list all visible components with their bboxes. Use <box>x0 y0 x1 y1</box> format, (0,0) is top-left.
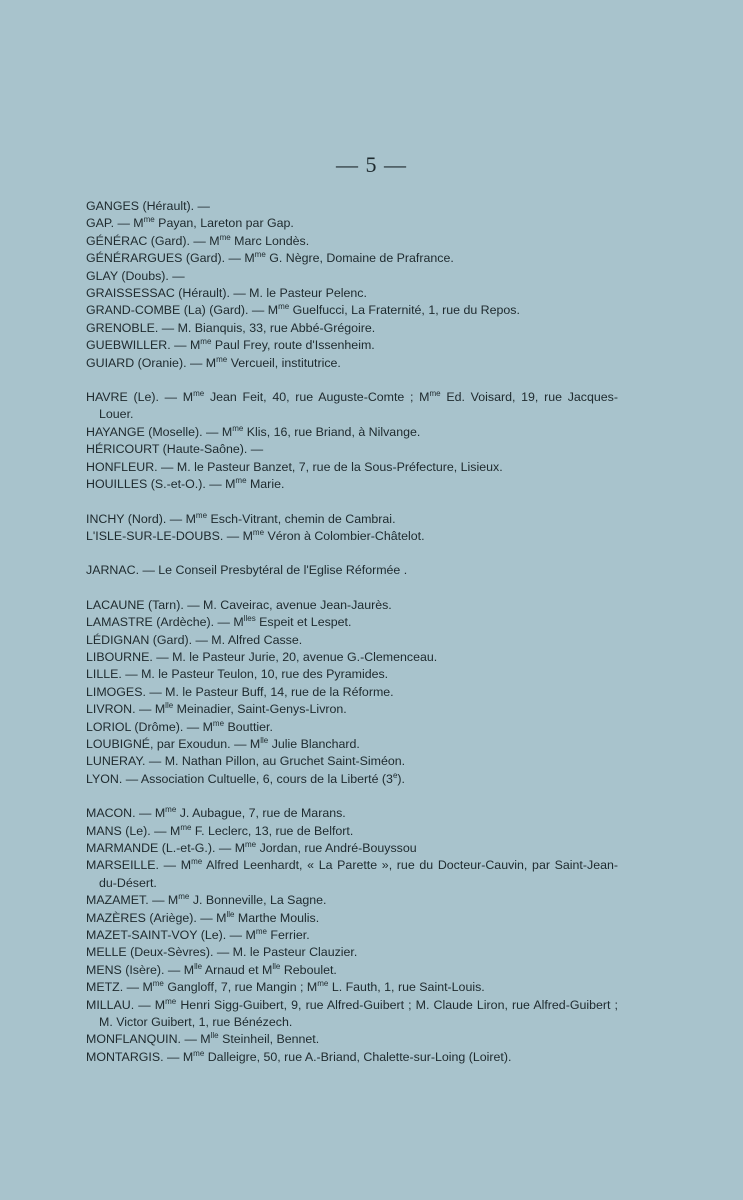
directory-entry: INCHY (Nord). — $M^{me}$ Esch-Vitrant, chemin de Cambrai. <box>86 510 396 526</box>
entry-group <box>86 389 618 493</box>
directory-entry: MONTARGIS. — $M^{me}$ Dalleigre, 50, rue A.-Briand, Chalette-sur-Loing (Loiret). <box>86 1048 512 1064</box>
directory-entry: GAP. — $M^{me}$ Payan, Lareton par Gap. <box>86 215 294 231</box>
directory-entry: GÉNÉRARGUES (Gard). — $M^{me}$ G. Nègre, Domaine de Prafrance. <box>86 250 454 266</box>
directory-entry: HAVRE (Le). — $M^{me}$ Jean Feit, 40, rue Auguste-Comte ; $M^{me}$ Ed. Voisard, 19, rue Jacques-Louer. <box>86 388 618 422</box>
directory-entry: LORIOL (Drôme). — $M^{me}$ Bouttier. <box>86 718 273 734</box>
directory-entry: MANS (Le). — $M^{me}$ F. Leclerc, 13, rue de Belfort. <box>86 822 354 838</box>
directory-entry: LUNERAY. — M. Nathan Pillon, au Gruchet Saint-Siméon. <box>86 754 406 769</box>
directory-entry: GRAISSESSAC (Hérault). — M. le Pasteur Pelenc. <box>86 286 367 301</box>
directory-entry: LIVRON. — $M^{lle}$ Meinadier, Saint-Genys-Livron. <box>86 701 347 717</box>
directory-entry: JARNAC. — Le Conseil Presbytéral de l'Eglise Réformée . <box>86 563 408 578</box>
directory-entry: HOUILLES (S.-et-O.). — $M^{me}$ Marie. <box>86 475 285 492</box>
directory-entry: HÉRICOURT (Haute-Saône). — <box>86 442 264 457</box>
directory-entry: LILLE. — M. le Pasteur Teulon, 10, rue des Pyramides. <box>86 667 389 682</box>
entry-group <box>86 198 618 372</box>
directory-entry: MONFLANQUIN. — $M^{lle}$ Steinheil, Bennet. <box>86 1031 320 1047</box>
directory-entry: MILLAU. — $M^{me}$ Henri Sigg-Guibert, 9, rue Alfred-Guibert ; M. Claude Liron, rue Alfred-Guibert ; M. Victor Guibert, 1, rue Bénézech. <box>86 996 618 1030</box>
directory-entry: MAZET-SAINT-VOY (Le). — $M^{me}$ Ferrier. <box>86 926 310 943</box>
directory-entry: LACAUNE (Tarn). — M. Caveirac, avenue Jean-Jaurès. <box>86 597 392 612</box>
directory-entry: MAZÈRES (Ariège). — $M^{lle}$ Marthe Moulis. <box>86 909 320 925</box>
directory-entry: GÉNÉRAC (Gard). — $M^{me}$ Marc Londès. <box>86 232 310 248</box>
directory-entry: LÉDIGNAN (Gard). — M. Alfred Casse. <box>86 632 303 647</box>
directory-entry: LAMASTRE (Ardèche). — $M^{lles}$ Espeit et Lespet. <box>86 614 352 630</box>
directory-entry: LOUBIGNÉ, par Exoudun. — $M^{lle}$ Julie Blanchard. <box>86 735 360 751</box>
directory-entry: MARSEILLE. — $M^{me}$ Alfred Leenhardt, « La Parette », rue du Docteur-Cauvin, par Saint-Jean-du-Désert. <box>86 857 618 890</box>
directory-entry: GUIARD (Oranie). — $M^{me}$ Vercueil, institutrice. <box>86 354 341 370</box>
directory-entry: GRAND-COMBE (La) (Gard). — $M^{me}$ Guelfucci, La Fraternité, 1, rue du Repos. <box>86 302 520 318</box>
directory-entry: GUEBWILLER. — $M^{me}$ Paul Frey, route d'Issenheim. <box>86 337 375 353</box>
directory-entry: MACON. — $M^{me}$ J. Aubague, 7, rue de Marans. <box>86 805 346 821</box>
directory-entry: LIBOURNE. — M. le Pasteur Jurie, 20, avenue G.-Clemenceau. <box>86 649 438 664</box>
directory-entry: MAZAMET. — $M^{me}$ J. Bonneville, La Sagne. <box>86 892 327 908</box>
directory-entry: L'ISLE-SUR-LE-DOUBS. — $M^{me}$ Véron à Colombier-Châtelot. <box>86 527 425 543</box>
directory-entry: LIMOGES. — M. le Pasteur Buff, 14, rue de la Réforme. <box>86 684 394 699</box>
directory-entry: MARMANDE (L.-et-G.). — $M^{me}$ Jordan, rue André-Bouyssou <box>86 839 417 855</box>
directory-entry: HAYANGE (Moselle). — $M^{me}$ Klis, 16, rue Briand, à Nilvange. <box>86 423 421 439</box>
directory-entry: GANGES (Hérault). — <box>86 199 210 213</box>
entry-group <box>86 511 618 546</box>
entry-group <box>86 562 618 579</box>
page-number: — 5 — <box>336 152 407 177</box>
directory-entry: LYON. — Association Cultuelle, 6, cours de la Liberté (3e). <box>86 770 405 786</box>
directory-entry: MELLE (Deux-Sèvres). — M. le Pasteur Clauzier. <box>86 945 358 960</box>
entry-group <box>86 597 618 788</box>
directory-entry: GRENOBLE. — M. Bianquis, 33, rue Abbé-Grégoire. <box>86 320 376 335</box>
directory-entry: METZ. — $M^{me}$ Gangloff, 7, rue Mangin ; $M^{me}$ L. Fauth, 1, rue Saint-Louis. <box>86 979 485 995</box>
directory-entry: MENS (Isère). — $M^{lle}$ Arnaud et $M^{lle}$ Reboulet. <box>86 961 337 977</box>
directory-list <box>86 198 618 1066</box>
directory-entry: GLAY (Doubs). — <box>86 268 185 283</box>
directory-entry: HONFLEUR. — M. le Pasteur Banzet, 7, rue de la Sous-Préfecture, Lisieux. <box>86 459 503 474</box>
entry-group <box>86 805 618 1066</box>
